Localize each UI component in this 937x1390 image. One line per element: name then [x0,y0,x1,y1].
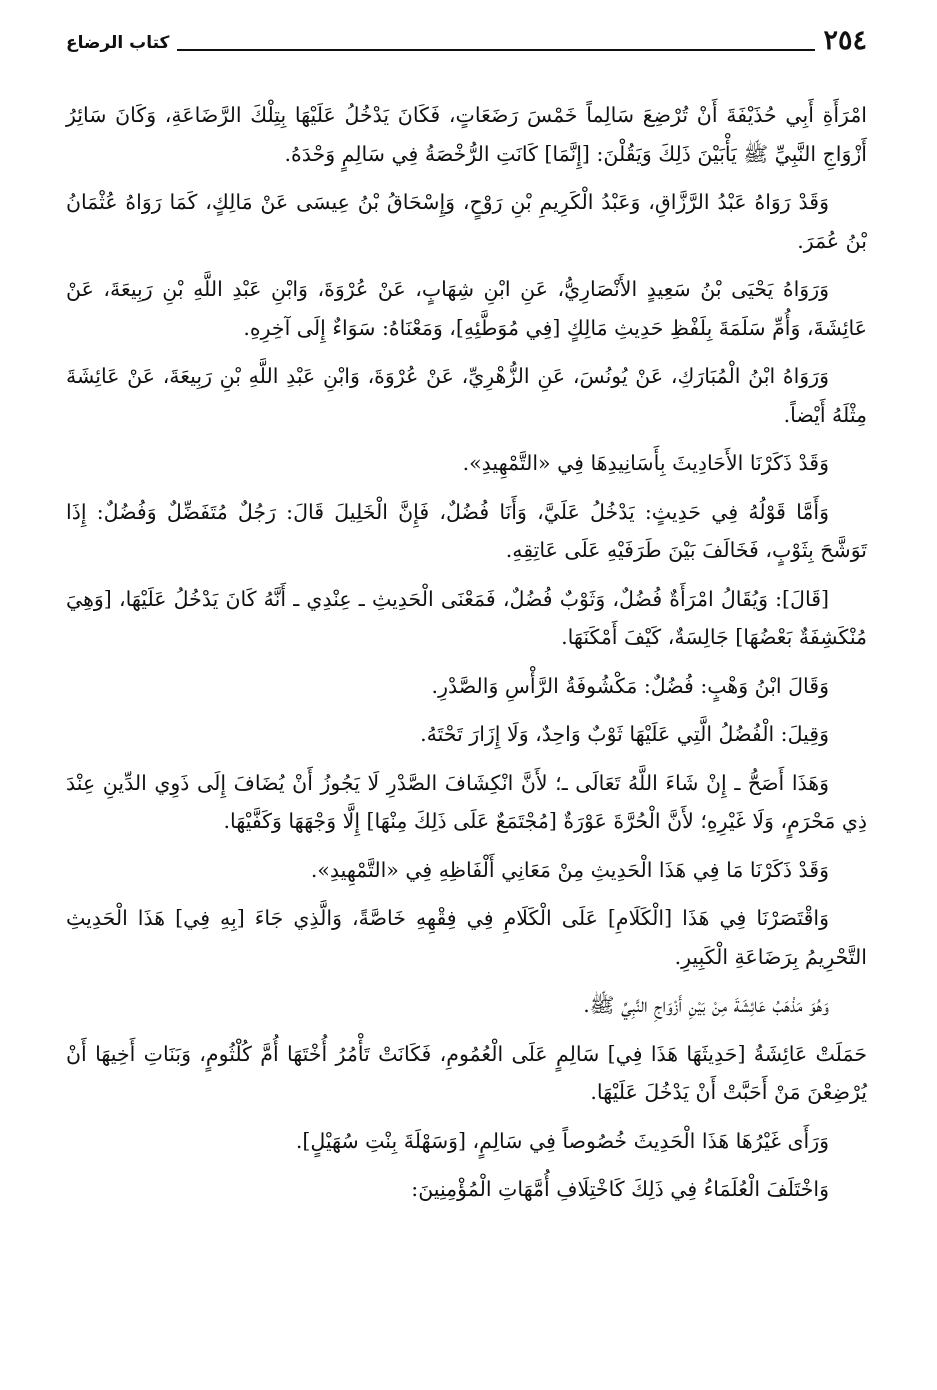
header-rule [177,49,815,51]
paragraph: وَقَدْ ذَكَرْنَا مَا فِي هَذَا الْحَدِيثِ مِنْ مَعَانِي أَلْفَاظِهِ فِي «التَّمْهِيدِ». [310,857,829,882]
running-title: كتاب الرضاع [66,33,170,53]
paragraph: وَأَمَّا قَوْلُهُ فِي حَدِيثٍ: يَدْخُلُ عَلَيَّ، وَأَنَا فُضُلٌ، فَإِنَّ الْخَلِيلَ قَالَ: رَجُلٌ مُتَفَضِّلٌ وَفُضُلٌ: إِذَا تَوَشَّحَ بِثَوْبٍ، فَخَالَفَ بَيْنَ طَرَفَيْهِ عَلَى عَاتِقِهِ. [66,499,867,562]
page-number: ٢٥٤ [823,25,867,56]
paragraph: وَهَذَا أَصَحُّ ـ إِنْ شَاءَ اللَّهُ تَعَالَى ـ؛ لأَنَّ انْكِشَافَ الصَّدْرِ لَا يَجُوزُ أَنْ يُضَافَ إِلَى ذَوِي الدِّينِ عِنْدَ ذِي مَحْرَمٍ، وَلَا غَيْرِهِ؛ لأَنَّ الْحُرَّةَ عَوْرَةٌ [مُجْتَمَعٌ عَلَى ذَلِكَ مِنْهَا] إِلَّا وَجْهَهَا وَكَفَّيْهَا. [66,770,867,833]
body-text [66,96,867,1209]
paragraph: وَاقْتَصَرْنَا فِي هَذَا [الْكَلَامِ] عَلَى الْكَلَامِ فِي فِقْهِهِ خَاصَّةً، وَالَّذِي جَاءَ [بِهِ فِي] هَذَا الْحَدِيثِ التَّحْرِيمُ بِرَضَاعَةِ الْكَبِيرِ. [66,906,867,969]
paragraph: [قَالَ]: وَيُقَالُ امْرَأَةٌ فُضُلٌ، وَثَوْبٌ فُضُلٌ، فَمَعْنَى الْحَدِيثِ ـ عِنْدِي ـ أَنَّهُ كَانَ يَدْخُلُ عَلَيْهَا، [وَهِيَ مُنْكَشِفَةٌ بَعْضُهَا] جَالِسَةٌ، كَيْفَ أَمْكَنَهَا. [66,586,867,649]
paragraph: وَقَدْ ذَكَرْنَا الأَحَادِيثَ بِأَسَانِيدِهَا فِي «التَّمْهِيدِ». [462,451,829,475]
paragraph: وَاخْتَلَفَ الْعُلَمَاءُ فِي ذَلِكَ كَاخْتِلَافِ أُمَّهَاتِ الْمُؤْمِنِينَ: [411,1177,829,1201]
paragraph: وَرَأَى غَيْرُهَا هَذَا الْحَدِيثَ خُصُوصاً فِي سَالِمٍ، [وَسَهْلَةَ بِنْتِ سُهَيْلٍ]. [295,1128,829,1153]
page-header [66,22,867,56]
paragraph: وَقَدْ رَوَاهُ عَبْدُ الرَّزَّاقِ، وَعَبْدُ الْكَرِيمِ بْنِ رَوْحٍ، وَإِسْحَاقُ بْنُ عِيسَى عَنْ مَالِكٍ، كَمَا رَوَاهُ عُثْمَانُ بْنُ عُمَرَ. [66,190,867,253]
paragraph: وَقِيلَ: الْفُضُلُ الَّتِي عَلَيْهَا ثَوْبٌ وَاحِدٌ، وَلَا إِزَارَ تَحْتَهُ. [420,722,829,746]
paragraph: حَمَلَتْ عَائِشَةُ [حَدِيثَهَا هَذَا فِي] سَالِمٍ عَلَى الْعُمُومِ، فَكَانَتْ تَأْمُرُ أُخْتَهَا أُمَّ كُلْثُومٍ، وَبَنَاتِ أَخِيهَا أَنْ يُرْضِعْنَ مَنْ أَحَبَّتْ أَنْ يَدْخُلَ عَلَيْهَا. [66,1041,867,1104]
paragraph: امْرَأَةِ أَبِي حُذَيْفَةَ أَنْ تُرْضِعَ سَالِماً خَمْسَ رَضَعَاتٍ، فَكَانَ يَدْخُلُ عَلَيْهَا بِتِلْكَ الرَّضَاعَةِ، وَكَانَ سَائِرُ أَزْوَاجِ النَّبِيِّ ﷺ يَأْبَيْنَ ذَلِكَ وَيَقُلْنَ: [إِنَّمَا] كَانَتِ الرُّخْصَةُ فِي سَالِمٍ وَحْدَهُ. [66,103,867,166]
paragraph: وَرَوَاهُ يَحْيَى بْنُ سَعِيدٍ الأَنْصَارِيُّ، عَنِ ابْنِ شِهَابٍ، عَنْ عُرْوَةَ، وَابْنِ عَبْدِ اللَّهِ بْنِ رَبِيعَةَ، عَنْ عَائِشَةَ، وَأُمِّ سَلَمَةَ بِلَفْظِ حَدِيثِ مَالِكٍ [فِي مُوَطَّئِهِ]، وَمَعْنَاهُ: سَوَاءٌ إِلَى آخِرِهِ. [66,277,867,340]
paragraph: وَقَالَ ابْنُ وَهْبٍ: فُضُلٌ: مَكْشُوفَةُ الرَّأْسِ وَالصَّدْرِ. [431,673,829,698]
paragraph: وَهُوَ مَذْهَبُ عَائِشَةَ مِنْ بَيْنِ أَزْوَاجِ النَّبِيِّ ﷺ. [583,993,829,1017]
paragraph: وَرَوَاهُ ابْنُ الْمُبَارَكِ، عَنْ يُونُسَ، عَنِ الزُّهْرِيِّ، عَنْ عُرْوَةَ، وَابْنِ عَبْدِ اللَّهِ بْنِ رَبِيعَةَ، عَنْ عَائِشَةَ مِثْلَهُ أَيْضاً. [66,364,867,427]
